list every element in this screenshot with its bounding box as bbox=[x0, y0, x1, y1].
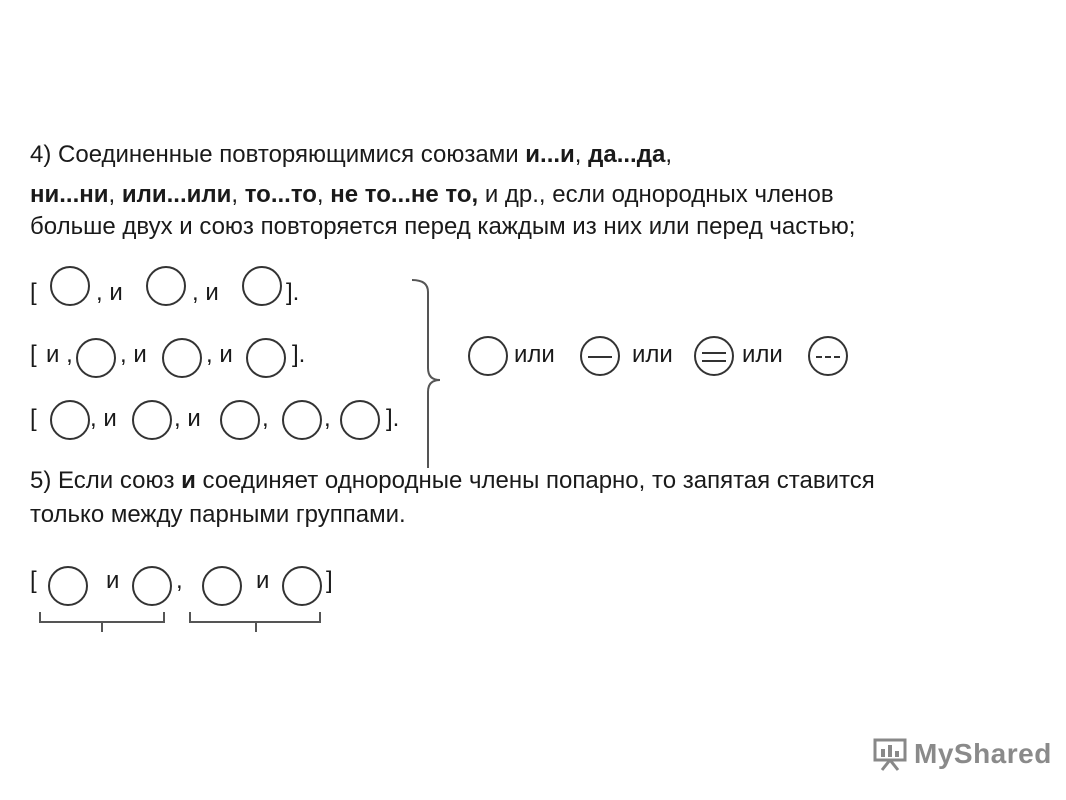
member-circle bbox=[282, 566, 322, 606]
member-circle bbox=[48, 566, 88, 606]
rule4-line3: больше двух и союз повторяется перед каждым из них или перед частью; bbox=[30, 213, 856, 240]
conj-i: и bbox=[181, 467, 196, 494]
object-circle-dashed bbox=[808, 336, 848, 376]
watermark bbox=[872, 736, 1052, 772]
conj-i-i: и...и bbox=[525, 141, 575, 168]
rule4-line1: 4) Соединенные повторяющимися союзами и...и, да...да, bbox=[30, 141, 672, 168]
subject-circle-empty bbox=[468, 336, 508, 376]
presentation-icon bbox=[872, 737, 910, 771]
rule5-line2: только между парными группами. bbox=[30, 501, 406, 528]
watermark-text: MyShared bbox=[914, 738, 1052, 769]
conj-ne-to: не то...не то, bbox=[330, 181, 479, 208]
member-circle bbox=[202, 566, 242, 606]
conj-da-da: да...да bbox=[588, 141, 666, 168]
subject-circle-single-line bbox=[580, 336, 620, 376]
rule4-line2: ни...ни, или...или, то...то, не то...не то, и др., если однородных членов bbox=[30, 181, 834, 208]
conj-to-to: то...то bbox=[244, 181, 317, 208]
conj-ni-ni: ни...ни bbox=[30, 181, 109, 208]
predicate-circle-double-line bbox=[694, 336, 734, 376]
conj-ili-ili: или...или bbox=[121, 181, 232, 208]
rule5-line1: 5) Если союз и соединяет однородные члены попарно, то запятая ставится bbox=[30, 467, 875, 494]
member-circle bbox=[132, 566, 172, 606]
